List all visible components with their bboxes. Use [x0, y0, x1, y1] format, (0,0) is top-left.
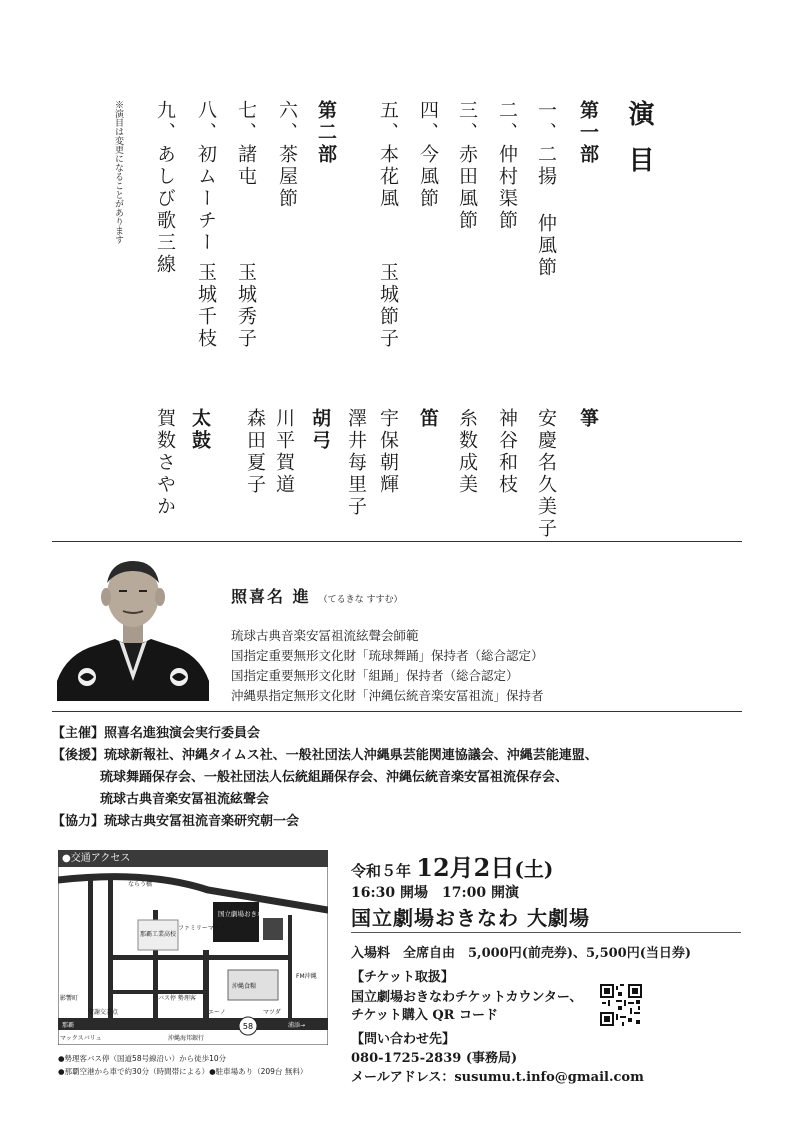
map-label: エーノ [208, 1009, 226, 1016]
part-two-label: 第二部 [315, 100, 337, 166]
inquiry-header: 【問い合わせ先】 [351, 1032, 456, 1047]
event-date [351, 848, 553, 883]
route-label: 58 [242, 1022, 254, 1031]
event-venue: 国立劇場おきなわ 大劇場 [351, 906, 590, 930]
performer-name-heading [231, 584, 403, 607]
date-day: 2 [473, 853, 491, 882]
support-line: 琉球古典音楽安冨祖流絃聲会 [100, 792, 270, 807]
divider [351, 932, 741, 933]
map-label: マツダ [263, 1009, 281, 1016]
performer-photo [57, 553, 209, 701]
map-label: ならう橋 [128, 881, 153, 888]
inquiry-phone: 080-1725-2839 (事務局) [351, 1051, 518, 1066]
performer-name: 川平賀道 [273, 408, 295, 496]
map-label: 那覇 [62, 1022, 75, 1029]
map-label: 安謝交差点 [88, 1009, 119, 1016]
map-label: FM沖縄 [296, 973, 317, 980]
map-label: 沖縄食糧 [232, 983, 257, 990]
ticket-price: 入場料 全席自由 5,000円(前売券)、5,500円(当日券) [351, 946, 692, 961]
map-label: バス停 勢理客 [158, 995, 196, 1002]
program-title: 演目 [624, 100, 654, 192]
map-label: 浦添→ [288, 1022, 306, 1029]
performer-name: 宇保朝輝 [377, 408, 399, 496]
program-item: 六、茶屋節 [276, 100, 298, 210]
performer-name: 糸数成美 [456, 408, 478, 496]
program-item: 五、本花風 [377, 100, 399, 210]
date-month-unit: 月 [449, 853, 474, 882]
ticket-outlet: 国立劇場おきなわチケットカウンター、 [351, 990, 583, 1005]
access-header-text: ●交通アクセス [62, 853, 131, 864]
map-label: 影響町 [60, 995, 79, 1002]
profile-line: 国指定重要無形文化財「琉球舞踊」保持者（総合認定） [231, 648, 544, 663]
profile-line: 琉球古典音楽安冨祖流絃聲会師範 [231, 628, 419, 643]
kokyu-label: 胡弓 [309, 408, 331, 452]
support-line: 【後援】琉球新報社、沖縄タイムス社、一般社団法人沖縄県芸能関連協議会、沖縄芸能連盟、 [52, 748, 598, 763]
dancer-name: 玉城秀子 [235, 262, 257, 350]
divider [52, 541, 742, 542]
date-era: 令和５年 [351, 862, 412, 880]
dancer-name: 玉城節子 [377, 262, 399, 350]
map-label: マックスバリュ [60, 1035, 102, 1042]
profile-name: 照喜名 進 [231, 587, 311, 606]
ticket-header: 【チケット取扱】 [351, 970, 454, 985]
divider [52, 711, 742, 712]
date-weekday: (土) [514, 857, 554, 881]
access-header [58, 850, 328, 867]
performer-name: 賀数さやか [154, 408, 176, 518]
date-day-unit: 日 [490, 853, 515, 882]
map-label: 沖縄海邦銀行 [168, 1035, 205, 1042]
dancer-name: 玉城千枝 [195, 262, 217, 350]
flute-label: 笛 [417, 408, 439, 430]
performer-name: 森田夏子 [244, 408, 266, 496]
cooperation-line: 【協力】琉球古典安冨祖流音楽研究朝一会 [52, 814, 300, 829]
part-one-label: 第一部 [577, 100, 599, 166]
program-item: 三、赤田風節 [456, 100, 478, 232]
program-item: 七、諸屯 [235, 100, 257, 188]
map-label: 国立劇場おきなわ [218, 910, 270, 918]
map-label: ファミリーマート [178, 925, 226, 932]
access-note: ●勢理客バス停（国道58号線沿い）から徒歩10分 [58, 1054, 227, 1063]
koto-label: 箏 [577, 408, 599, 430]
host-line: 【主催】照喜名進独演会実行委員会 [52, 726, 261, 741]
profile-line: 沖縄県指定無形文化財「沖縄伝統音楽安冨祖流」保持者 [231, 688, 544, 703]
program-item: 九、あしび歌三線 [154, 100, 176, 276]
access-note: ●那覇空港から車で約30分（時間帯による）●駐車場あり（209台 無料） [58, 1067, 308, 1076]
performer-name: 澤井每里子 [345, 408, 367, 518]
inquiry-email[interactable]: メールアドレス：susumu.t.info@gmail.com [351, 1070, 644, 1085]
profile-line: 国指定重要無形文化財「組踊」保持者（総合認定） [231, 668, 519, 683]
program-note: ※演目は変更になることがあります [113, 100, 123, 244]
performer-name: 神谷和枝 [496, 408, 518, 496]
profile-reading: （てるきな すすむ） [318, 595, 403, 605]
access-map [58, 850, 328, 1045]
performer-name: 安慶名久美子 [535, 408, 557, 540]
ticket-qr-label: チケット購入 QR コード [351, 1008, 499, 1023]
taiko-label: 太鼓 [189, 408, 211, 452]
program-item: 八、初ムーチー [195, 100, 217, 254]
date-month: 12 [416, 853, 450, 882]
map-label: 那覇工業高校 [140, 931, 177, 938]
event-time: 16:30 開場 17:00 開演 [351, 885, 520, 901]
program-item: 二、仲村渠節 [496, 100, 518, 232]
support-line: 琉球舞踊保存会、一般社団法人伝統組踊保存会、沖縄伝統音楽安冨祖流保存会、 [100, 770, 569, 785]
program-item: 一、二揚 仲風節 [535, 100, 557, 279]
ticket-qr-code[interactable] [600, 984, 642, 1026]
program-item: 四、今風節 [417, 100, 439, 210]
